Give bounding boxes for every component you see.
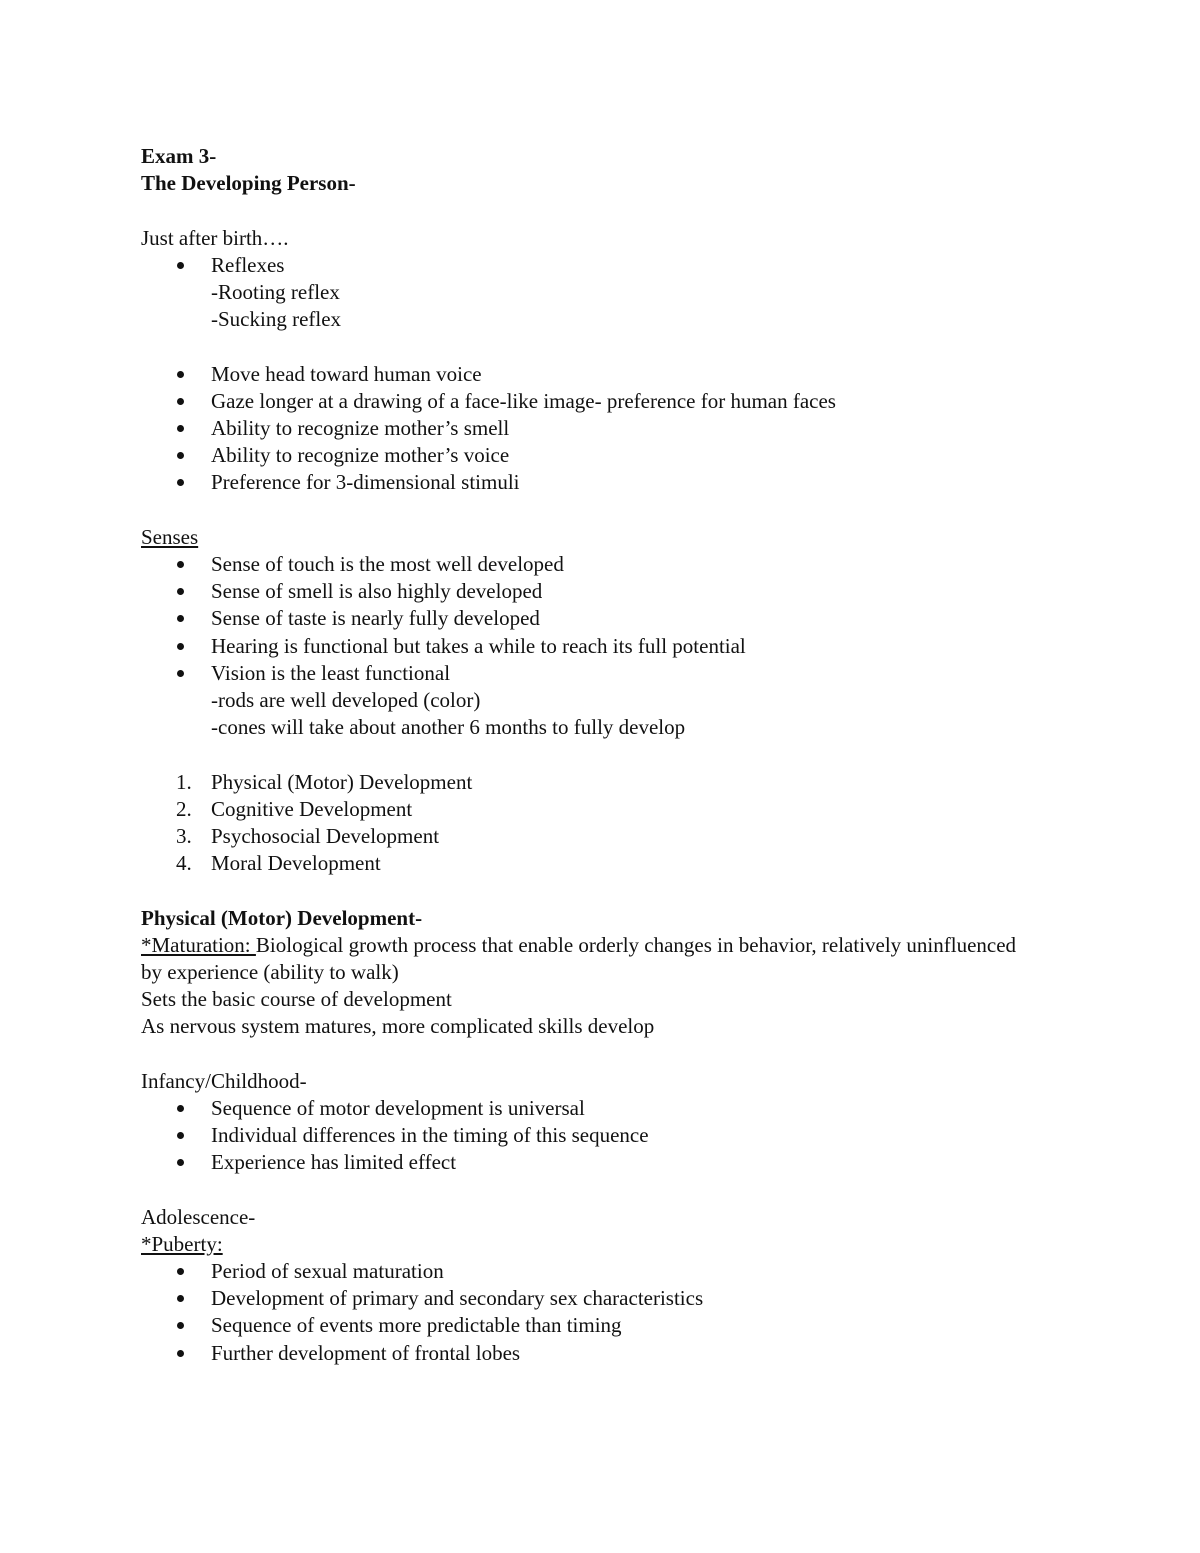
list-item: Sense of smell is also highly developed <box>141 578 1041 605</box>
item-number: 3. <box>176 823 192 848</box>
list-item: Gaze longer at a drawing of a face-like image- preference for human faces <box>141 388 1041 415</box>
list-item: Move head toward human voice <box>141 361 1041 388</box>
numbered-item: 3. Psychosocial Development <box>141 823 1041 850</box>
list-item: Reflexes -Rooting reflex -Sucking reflex <box>141 252 1041 334</box>
list-item: Sequence of motor development is universal <box>141 1095 1041 1122</box>
spacer <box>141 197 1041 224</box>
sub-item: -Sucking reflex <box>211 307 342 332</box>
list-item: Further development of frontal lobes <box>141 1340 1041 1367</box>
document-title: Exam 3- <box>141 144 217 168</box>
list-item: Sense of taste is nearly fully developed <box>141 605 1041 632</box>
numbered-item: 1. Physical (Motor) Development <box>141 769 1041 796</box>
list-item: Ability to recognize mother’s smell <box>141 415 1041 442</box>
document-content <box>141 143 1041 1367</box>
spacer <box>141 333 1041 360</box>
physical-line: As nervous system matures, more complicated skills develop <box>141 1014 655 1039</box>
puberty-term: *Puberty: <box>141 1231 223 1256</box>
document-subtitle: The Developing Person- <box>141 171 356 196</box>
maturation-definition: *Maturation: Biological growth process that enable orderly changes in behavior, relatively uninfluenced by experience (ability to walk) <box>141 932 1017 984</box>
infancy-heading: Infancy/Childhood- <box>141 1068 307 1093</box>
sub-item: -rods are well developed (color) <box>211 687 481 712</box>
list-item: Individual differences in the timing of this sequence <box>141 1122 1041 1149</box>
list-item: Preference for 3-dimensional stimuli <box>141 469 1041 496</box>
list-item: Sequence of events more predictable than timing <box>141 1312 1041 1339</box>
physical-line: Sets the basic course of development <box>141 987 452 1012</box>
adolescence-list <box>141 1258 1041 1367</box>
maturation-term: *Maturation: <box>141 932 256 957</box>
sub-item: -Rooting reflex <box>211 279 340 304</box>
sub-item: -cones will take about another 6 months to fully develop <box>211 715 686 740</box>
spacer <box>141 877 1041 904</box>
spacer <box>141 1041 1041 1068</box>
spacer <box>141 497 1041 524</box>
item-number: 2. <box>176 796 192 821</box>
infancy-list <box>141 1095 1041 1177</box>
birth-list <box>141 252 1041 334</box>
spacer <box>141 741 1041 768</box>
birth-heading: Just after birth…. <box>141 225 289 250</box>
list-item: Hearing is functional but takes a while to reach its full potential <box>141 633 1041 660</box>
list-item: Vision is the least functional -rods are well developed (color) -cones will take about another 6 months to fully develop <box>141 660 1041 742</box>
item-number: 1. <box>176 769 192 794</box>
item-number: 4. <box>176 851 192 876</box>
birth-abilities-list <box>141 361 1041 497</box>
numbered-item: 2. Cognitive Development <box>141 796 1041 823</box>
development-types-list <box>141 769 1041 878</box>
list-item: Period of sexual maturation <box>141 1258 1041 1285</box>
list-item: Ability to recognize mother’s voice <box>141 442 1041 469</box>
senses-heading: Senses <box>141 524 199 549</box>
list-item: Development of primary and secondary sex characteristics <box>141 1285 1041 1312</box>
list-item: Sense of touch is the most well developed <box>141 551 1041 578</box>
spacer <box>141 1177 1041 1204</box>
numbered-item: 4. Moral Development <box>141 850 1041 877</box>
physical-heading: Physical (Motor) Development- <box>141 905 423 930</box>
list-item: Experience has limited effect <box>141 1149 1041 1176</box>
adolescence-heading: Adolescence- <box>141 1204 256 1229</box>
senses-list <box>141 551 1041 741</box>
